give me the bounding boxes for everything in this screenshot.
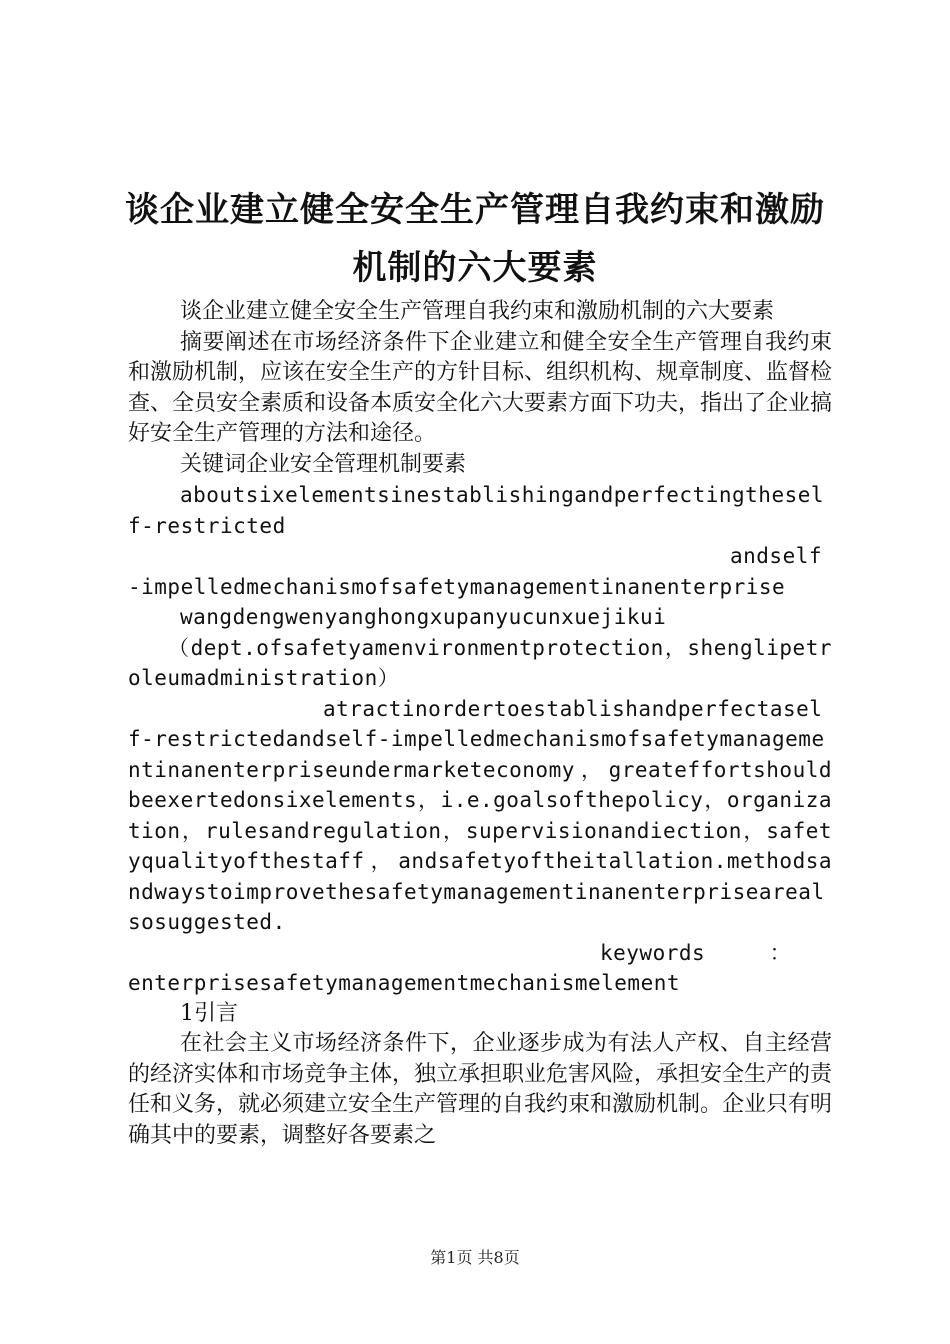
document-title-line-1: 谈企业建立健全安全生产管理自我约束和激励 [125, 190, 825, 230]
english-abstract-paragraph: atractinordertoestablishandperfectaself-restrictedandself-impelledmechanismofsafetymanagementinanenterpriseundermarketeconomy，greateffortshouldbeexertedonsixelements，i.e.goalsofthepolicy，organization，rulesandregulation，supervisionandiection，safetyqualityofthestaff，andsafetyoftheitallation.methodsandwaystoimprovethesafetymanagementinanenterprisearealsosuggested. [128, 696, 832, 934]
page-footer: 第1页 共8页 [430, 1248, 520, 1267]
keywords-cn-paragraph: 关键词企业安全管理机制要素 [180, 451, 467, 477]
affiliation-paragraph: （dept.ofsafetyamenvironmentprotection，shenglipetroleumadministration） [128, 635, 832, 690]
abstract-paragraph: 摘要阐述在市场经济条件下企业建立和健全安全生产管理自我约束和激励机制，应该在安全生产的方针目标、组织机构、规章制度、监督检查、全员安全素质和设备本质安全化六大要素方面下功夫，指出了企业搞好安全生产管理的方法和途径。 [128, 329, 833, 446]
english-keywords-label: keywords ： [600, 940, 792, 965]
introduction-paragraph: 在社会主义市场经济条件下，企业逐步成为有法人产权、自主经营的经济实体和市场竞争主体，独立承担职业危害风险，承担安全生产的责任和义务，就必须建立安全生产管理的自我约束和激励机制。企业只有明确其中的要素，调整好各要素之 [128, 1031, 833, 1148]
repeat-title-paragraph: 谈企业建立健全安全生产管理自我约束和激励机制的六大要素 [180, 299, 775, 324]
english-title-part-2: andself-impelledmechanismofsafetymanagementinanenterprise [128, 544, 823, 599]
document-body [128, 297, 832, 1151]
section-heading-1: 1引言 [180, 1000, 238, 1026]
authors-paragraph: wangdengwenyanghongxupanyucunxuejikui [180, 605, 667, 629]
document-title-line-2: 机制的六大要素 [352, 248, 598, 288]
english-title-part-1: aboutsixelementsinestablishingandperfectingtheself-restricted [128, 483, 825, 538]
english-keywords: enterprisesafetymanagementmechanismelement [128, 971, 681, 995]
